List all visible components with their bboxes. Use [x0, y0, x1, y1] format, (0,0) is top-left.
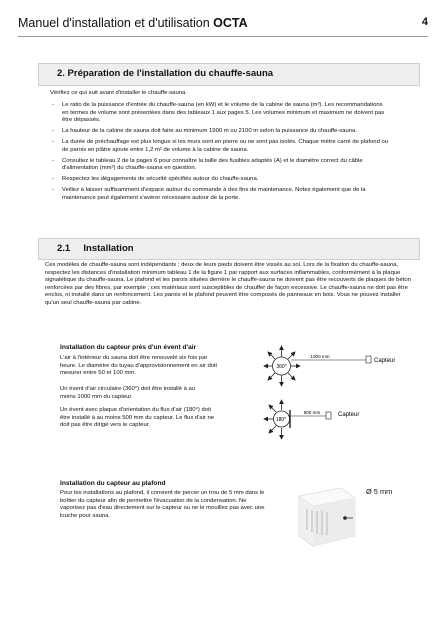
list-item: - Veillez à laisser suffisamment d'espace autour du commande à des fins de maintenance. Notez également que de la maintenance peut également s'avérer nécessaire autour de la porte. [50, 187, 390, 202]
section-install-header [38, 238, 420, 260]
capteur-plafond-paragraph: Pour les installations au plafond, il convient de percer un trou de 5 mm dans le boîtier du capteur afin de permettre l'évacuation de la condensation. Ne vaporisez pas d'eau directement sur le capteur ou ne le mouillez pas avec une louche pour sauna. [60, 490, 265, 519]
page-header [18, 10, 428, 37]
vent-180-label: 180° [275, 417, 287, 423]
prep-checklist [50, 102, 390, 206]
sensor-housing-photo [295, 484, 360, 549]
distance-500-label: 500 mm [303, 410, 321, 415]
title-brand: OCTA [213, 16, 248, 30]
page-number: 4 [421, 16, 428, 28]
list-item: - Consultez le tableau 2 de la pages 6 pour connaître la taille des fusibles adaptés (A) et le diamètre correct du câble d'alimentation (mm²) du chauffe-sauna en question. [50, 158, 390, 173]
capteur-air-paragraph-1: L'air à l'intérieur du sauna doit être renouvelé six fois par heure. Le diamètre du tuyau d'approvisionnement en air doit mesurer entre 50 et 100 mm. [60, 355, 217, 377]
install-paragraph: Ces modèles de chauffe-sauna sont indépendants ; deux de leurs pieds doivent être vissés au sol. Lors de la fixation du chauffe-sauna, respectez les distances d'installation minimum tableau 1 de la figure 1 par rapport aux surfaces inflammables, conformément à la plaque signalétique du chauffe-sauna. Le plafond et les parois situées derrière le chauffe-sauna ne doivent pas être recouverts de plaques de béton renforcées par des fibres, par exemple ; ces matériaux sont susceptibles de chauffer de façon excessive. Le chauffe-sauna ne doit pas être enclos, ni installé dans un renfoncement. Les parois et le plafond peuvent être composés de panneaux en bois. Vous ne pouvez installer qu'un seul chauffe-sauna par cabine. [45, 262, 411, 306]
capteur-air-paragraph-2: Un évent d'air circulaire (360°) doit être installé à au moins 1000 mm du capteur. [60, 386, 196, 400]
list-item: - Respectez les dégagements de sécurité spécifiés autour du chauffe-sauna. [50, 176, 390, 184]
list-item: - La hauteur de la cabine de sauna doit faire au minimum 1900 m ou 2100 m selon la puissance du chauffe-sauna. [50, 128, 390, 136]
capteur-2-label: Capteur [338, 412, 360, 418]
distance-1000-label: 1000 mm [310, 354, 330, 359]
list-item: - Le ratio de la puissance d'entrée du chauffe-sauna (en kW) et le volume de la cabine de sauna (m³). Les recommandations en termes de volume sont présentées dans des tableaux 1 aux pages 5. Les volumes minimum et maximum ne doivent pas être dépassés. [50, 102, 390, 125]
capteur-air-title: Installation du capteur près d'un évent d'air [60, 344, 197, 351]
section-install-title: 2.1 Installation [57, 243, 134, 254]
vent-360-label: 360° [276, 364, 287, 370]
section-prep-title: 2. Préparation de l'installation du chauffe-sauna [57, 68, 274, 79]
list-item: - La durée de préchauffage est plus longue si les murs sont en pierre ou ne sont pas isolés. Chaque mètre carré de plafond ou de parois en plâtre ajoute entre 1,2 m² de volume à la cabine de sauna. [50, 139, 390, 154]
document-title [18, 16, 248, 30]
capteur-2-box [326, 412, 331, 419]
capteur-plafond-title: Installation du capteur au plafond [60, 480, 166, 487]
air-vent-diagram [262, 340, 422, 460]
drain-hole-icon [343, 516, 347, 520]
prep-intro: Vérifiez ce qui suit avant d'installer le chauffe-sauna. [50, 90, 187, 96]
section-prep-header [38, 63, 420, 86]
diameter-label: Ø 5 mm [366, 487, 393, 496]
capteur-1-box [366, 356, 371, 363]
title-prefix: Manuel d'installation et d'utilisation [18, 16, 214, 30]
capteur-1-label: Capteur [374, 358, 396, 364]
capteur-air-paragraph-3: Un évent avec plaque d'orientation du flux d'air (180°) doit être installé à au moins 500 mm du capteur. Le flux d'air ne doit pas être dirigé vers le capteur. [60, 407, 215, 429]
